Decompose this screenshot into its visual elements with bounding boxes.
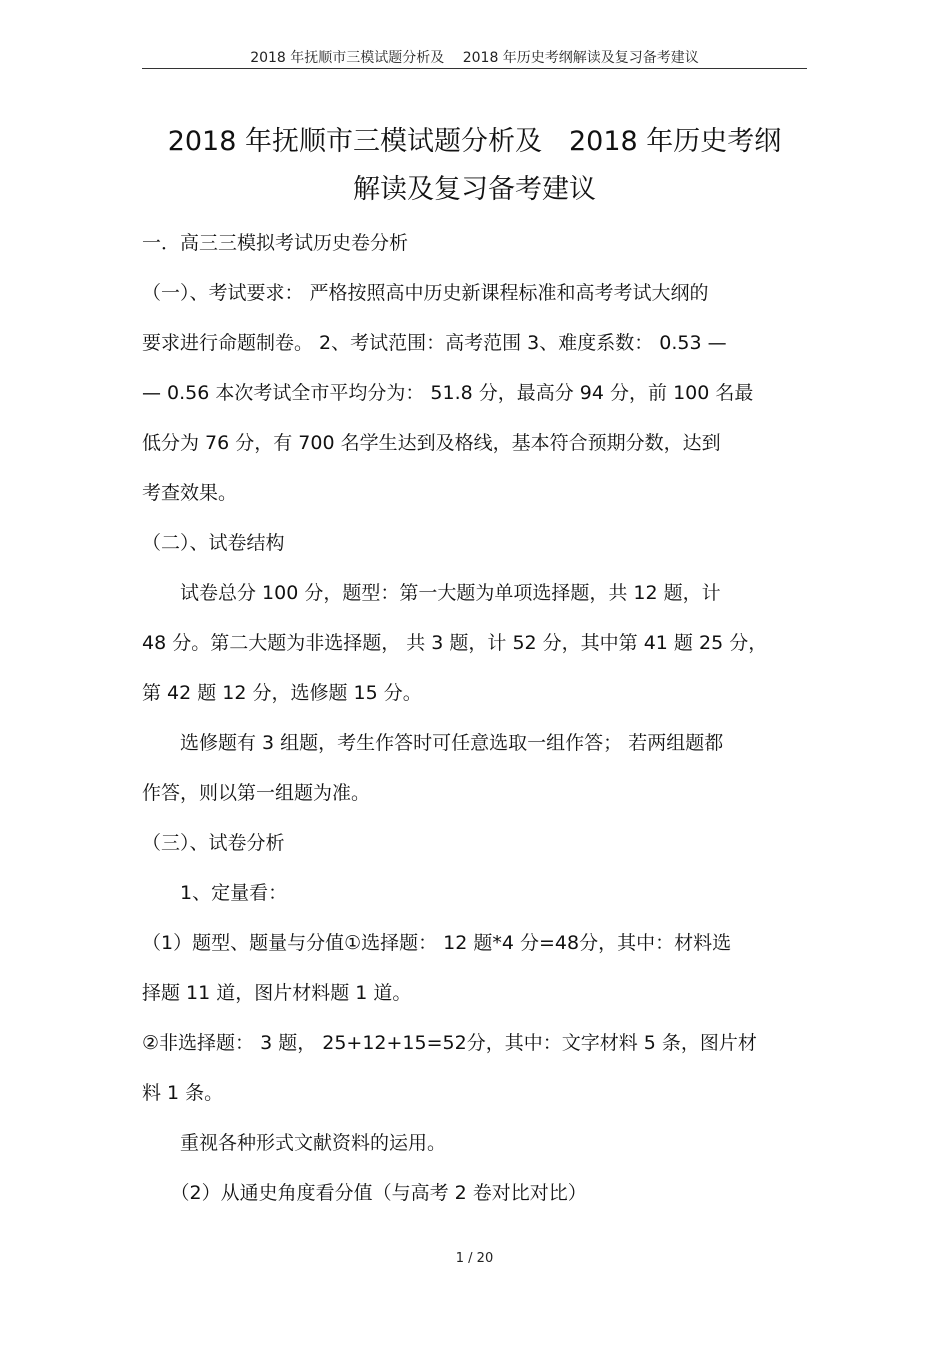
- section-heading-1: 一．高三三模拟考试历史卷分析: [142, 232, 409, 254]
- paragraph-line: 48 分。第二大题为非选择题， 共 3 题，计 52 分，其中第 41 题 25 分，: [142, 632, 768, 654]
- document-title-line-1: 2018 年抚顺市三模试题分析及 2018 年历史考纲: [167, 126, 782, 157]
- page-number: 1 / 20: [455, 1251, 494, 1266]
- paragraph-line: 重视各种形式文献资料的运用。: [142, 1132, 447, 1154]
- paragraph-line: ②非选择题： 3 题， 25+12+15=52分，其中：文字材料 5 条，图片材: [142, 1032, 757, 1054]
- paragraph-line: （一）、考试要求： 严格按照高中历史新课程标准和高考考试大纲的: [142, 282, 709, 304]
- paragraph-line: 1、定量看：: [142, 882, 288, 904]
- paragraph-line: 考查效果。: [142, 482, 238, 504]
- paragraph-line: 要求进行命题制卷。 2、考试范围：高考范围 3、难度系数： 0.53 —: [142, 332, 727, 354]
- paragraph-line: 低分为 76 分，有 700 名学生达到及格线，基本符合预期分数，达到: [142, 432, 721, 454]
- running-header: 2018 年抚顺市三模试题分析及 2018 年历史考纲解读及复习备考建议: [250, 50, 699, 66]
- paragraph-line: — 0.56 本次考试全市平均分为： 51.8 分，最高分 94 分，前 100 名最: [142, 382, 754, 404]
- paragraph-line: 选修题有 3 组题，考生作答时可任意选取一组作答； 若两组题都: [142, 732, 724, 754]
- paragraph-line: 择题 11 道，图片材料题 1 道。: [142, 982, 412, 1004]
- paragraph-line: 作答，则以第一组题为准。: [142, 782, 371, 804]
- paragraph-line: 第 42 题 12 分，选修题 15 分。: [142, 682, 422, 704]
- paragraph-line: 料 1 条。: [142, 1082, 224, 1104]
- subsection-heading-3: （三）、试卷分析: [142, 832, 285, 854]
- paragraph-line: （1）题型、题量与分值①选择题： 12 题*4 分=48分，其中：材料选: [142, 932, 732, 954]
- document-title-line-2: 解读及复习备考建议: [353, 174, 596, 205]
- paragraph-line: 试卷总分 100 分，题型：第一大题为单项选择题，共 12 题，计: [142, 582, 721, 604]
- subsection-heading-2: （二）、试卷结构: [142, 532, 285, 554]
- header-divider: [142, 68, 807, 69]
- paragraph-line: （2）从通史角度看分值（与高考 2 卷对比对比）: [142, 1182, 587, 1204]
